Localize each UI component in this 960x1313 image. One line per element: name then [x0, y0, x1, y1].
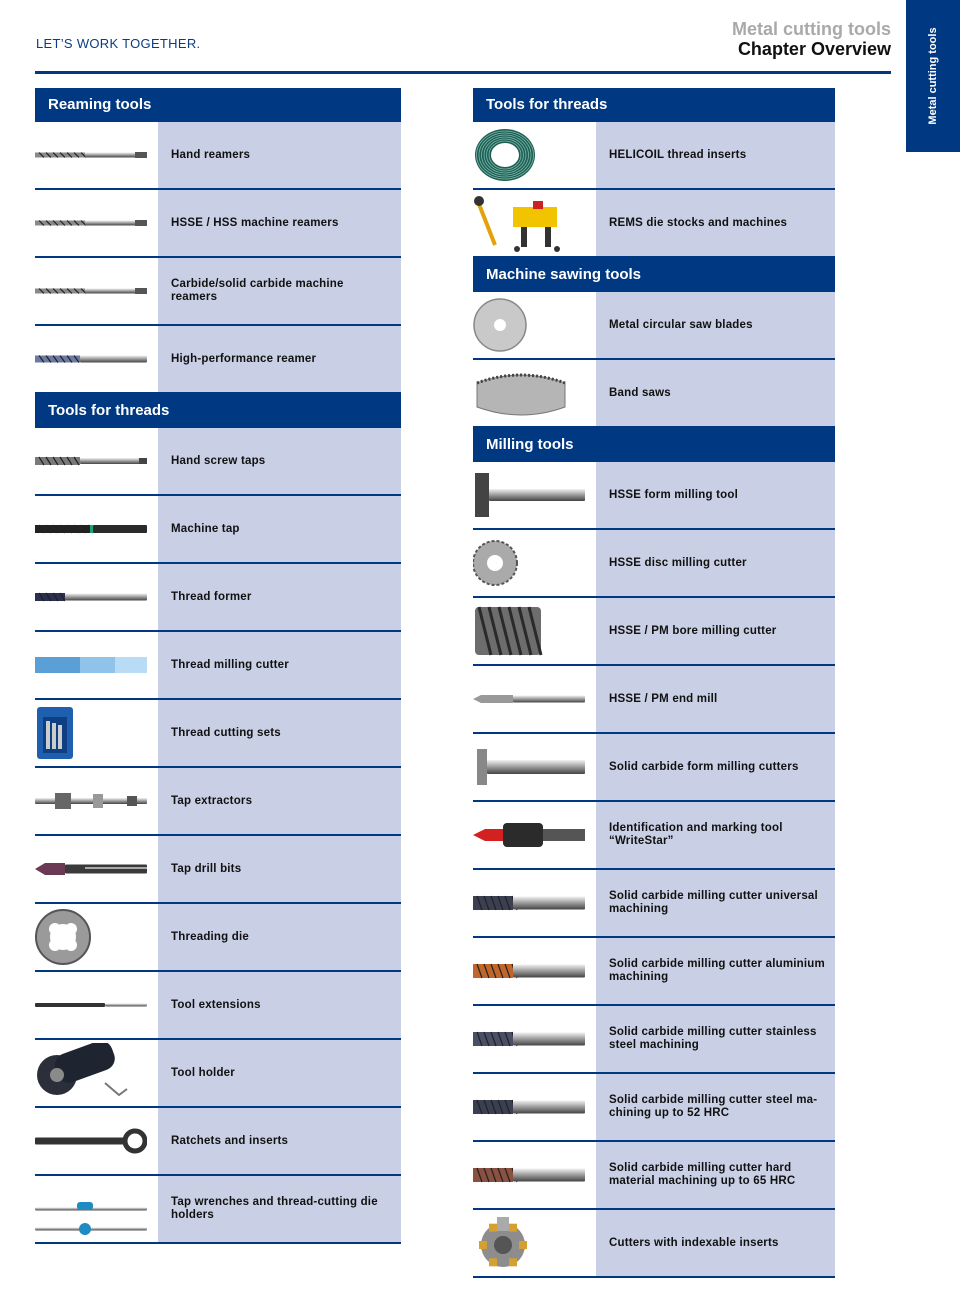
- chapter-entry[interactable]: [473, 734, 835, 802]
- entry-label: Carbide/solid carbide machine reamers: [158, 258, 401, 324]
- entry-label: HSSE / PM end mill: [596, 666, 835, 732]
- side-chapter-tab[interactable]: [906, 0, 960, 152]
- chapter-section: Metal cutting tools: [732, 19, 891, 39]
- section-heading: Machine sawing tools: [473, 258, 835, 292]
- chapter-entry[interactable]: [35, 1176, 401, 1244]
- chapter-entry[interactable]: [473, 802, 835, 870]
- tool-holder-icon: [35, 1040, 158, 1106]
- chapter-entry[interactable]: [473, 530, 835, 598]
- entry-label: Tool extensions: [158, 972, 401, 1038]
- universal-cutter-icon: [473, 870, 596, 936]
- chapter-entry[interactable]: [473, 598, 835, 666]
- entry-label: HSSE disc milling cutter: [596, 530, 835, 596]
- entry-label: HSSE / HSS machine reamers: [158, 190, 401, 256]
- chapter-entry[interactable]: [35, 1040, 401, 1108]
- helicoil-icon: [473, 122, 596, 188]
- tap-wrench-icon: [35, 1176, 158, 1242]
- chapter-entry[interactable]: [473, 292, 835, 360]
- entry-label: Ratchets and inserts: [158, 1108, 401, 1174]
- right-column: [473, 88, 835, 1278]
- chapter-entry[interactable]: [35, 632, 401, 700]
- entry-label: Solid carbide form milling cutters: [596, 734, 835, 800]
- indexable-cutter-icon: [473, 1210, 596, 1276]
- entry-label: Hand screw taps: [158, 428, 401, 494]
- entry-label: Solid carbide milling cutter universal machining: [596, 870, 835, 936]
- carbide-form-cutter-icon: [473, 734, 596, 800]
- band-saw-icon: [473, 360, 596, 426]
- entry-label: Cutters with indexable inserts: [596, 1210, 835, 1276]
- entry-label: Tool holder: [158, 1040, 401, 1106]
- aluminium-cutter-icon: [473, 938, 596, 1004]
- machine-tap-icon: [35, 496, 158, 562]
- end-mill-icon: [473, 666, 596, 732]
- form-milling-icon: [473, 462, 596, 528]
- hand-tap-icon: [35, 428, 158, 494]
- entry-label: Tap wrenches and thread-cutting die holders: [158, 1176, 401, 1242]
- chapter-entry[interactable]: [473, 360, 835, 428]
- entry-label: REMS die stocks and machines: [596, 190, 835, 256]
- header-tagline: LET’S WORK TOGETHER.: [36, 36, 201, 51]
- threading-die-icon: [35, 904, 158, 970]
- thread-mill-icon: [35, 632, 158, 698]
- bore-cutter-icon: [473, 598, 596, 664]
- entry-label: Identification and marking tool “WriteStar”: [596, 802, 835, 868]
- entry-label: Threading die: [158, 904, 401, 970]
- entry-label: Solid carbide milling cutter aluminium machining: [596, 938, 835, 1004]
- chapter-entry[interactable]: [473, 666, 835, 734]
- chapter-entry[interactable]: [473, 1006, 835, 1074]
- circular-saw-icon: [473, 292, 596, 358]
- entry-label: Tap extractors: [158, 768, 401, 834]
- disc-cutter-icon: [473, 530, 596, 596]
- side-tab-label: Metal cutting tools: [927, 27, 939, 125]
- entry-label: Solid carbide milling cutter steel machining up to 52 HRC: [596, 1074, 835, 1140]
- entry-label: Thread cutting sets: [158, 700, 401, 766]
- chapter-entry[interactable]: [473, 1074, 835, 1142]
- chapter-entry[interactable]: [35, 428, 401, 496]
- chapter-entry[interactable]: [35, 768, 401, 836]
- ratchet-icon: [35, 1108, 158, 1174]
- entry-label: HSSE / PM bore milling cutter: [596, 598, 835, 664]
- entry-label: Band saws: [596, 360, 835, 426]
- chapter-entry[interactable]: [35, 122, 401, 190]
- section-heading: Milling tools: [473, 428, 835, 462]
- tool-extension-icon: [35, 972, 158, 1038]
- chapter-entry[interactable]: [35, 496, 401, 564]
- section-heading: Reaming tools: [35, 88, 401, 122]
- machine-reamer-icon: [35, 190, 158, 256]
- entry-label: HSSE form milling tool: [596, 462, 835, 528]
- chapter-entry[interactable]: [473, 1210, 835, 1278]
- chapter-entry[interactable]: [473, 122, 835, 190]
- chapter-entry[interactable]: [473, 870, 835, 938]
- performance-reamer-icon: [35, 326, 158, 392]
- hand-reamer-icon: [35, 122, 158, 188]
- chapter-entry[interactable]: [473, 1142, 835, 1210]
- entry-label: Thread former: [158, 564, 401, 630]
- chapter-entry[interactable]: [35, 972, 401, 1040]
- left-column: [35, 88, 401, 1244]
- thread-former-icon: [35, 564, 158, 630]
- page-title: Chapter Overview: [737, 39, 891, 59]
- header-block: [732, 19, 891, 59]
- section-heading: Tools for threads: [35, 394, 401, 428]
- entry-label: High-performance reamer: [158, 326, 401, 392]
- cutting-set-icon: [35, 700, 158, 766]
- hard-material-cutter-icon: [473, 1142, 596, 1208]
- entry-label: Tap drill bits: [158, 836, 401, 902]
- chapter-entry[interactable]: [473, 462, 835, 530]
- entry-label: Thread milling cutter: [158, 632, 401, 698]
- entry-label: Hand reamers: [158, 122, 401, 188]
- steel-cutter-icon: [473, 1074, 596, 1140]
- chapter-entry[interactable]: [35, 904, 401, 972]
- stainless-cutter-icon: [473, 1006, 596, 1072]
- chapter-entry[interactable]: [473, 190, 835, 258]
- chapter-entry[interactable]: [35, 190, 401, 258]
- entry-label: HELICOIL thread inserts: [596, 122, 835, 188]
- entry-label: Solid carbide milling cutter stainless steel machining: [596, 1006, 835, 1072]
- chapter-entry[interactable]: [473, 938, 835, 1006]
- entry-label: Solid carbide milling cutter hard material machining up to 65 HRC: [596, 1142, 835, 1208]
- rems-machine-icon: [473, 190, 596, 256]
- chapter-entry[interactable]: [35, 836, 401, 904]
- carbide-reamer-icon: [35, 258, 158, 324]
- chapter-entry[interactable]: [35, 326, 401, 394]
- chapter-entry[interactable]: [35, 700, 401, 768]
- entry-label: Metal circular saw blades: [596, 292, 835, 358]
- section-heading: Tools for threads: [473, 88, 835, 122]
- chapter-entry[interactable]: [35, 564, 401, 632]
- chapter-entry[interactable]: [35, 1108, 401, 1176]
- tap-extractor-icon: [35, 768, 158, 834]
- marking-tool-icon: [473, 802, 596, 868]
- tap-drill-icon: [35, 836, 158, 902]
- header-divider: [35, 71, 891, 74]
- entry-label: Machine tap: [158, 496, 401, 562]
- chapter-entry[interactable]: [35, 258, 401, 326]
